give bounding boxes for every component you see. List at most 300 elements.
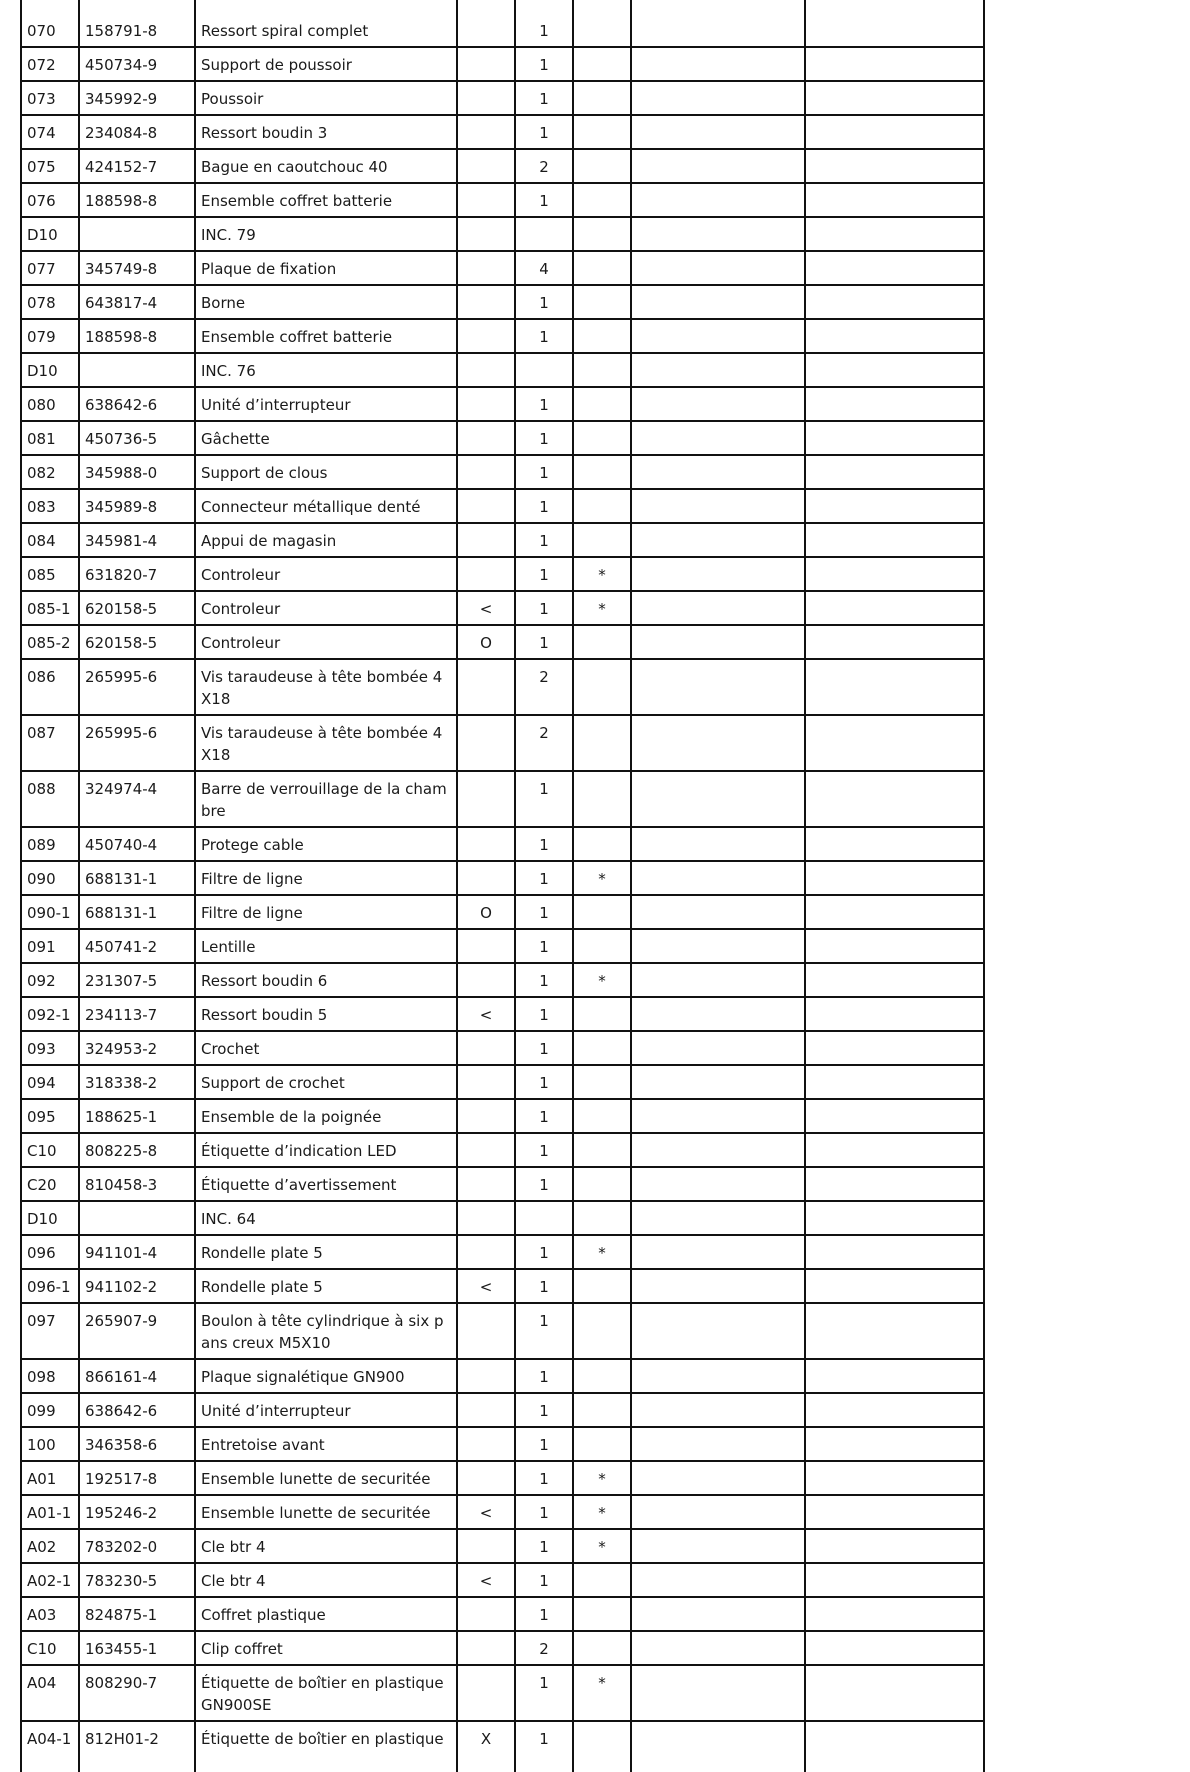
description-cell: Support de clous bbox=[195, 455, 457, 489]
note-cell: * bbox=[573, 557, 631, 591]
marker-cell bbox=[457, 771, 515, 827]
marker-cell bbox=[457, 1427, 515, 1461]
table-row bbox=[21, 353, 984, 387]
note-cell bbox=[573, 421, 631, 455]
part-number-cell: 345988-0 bbox=[79, 455, 195, 489]
note-cell bbox=[573, 523, 631, 557]
marker-cell: O bbox=[457, 895, 515, 929]
description-cell: Cle btr 4 bbox=[195, 1529, 457, 1563]
marker-cell bbox=[457, 47, 515, 81]
quantity-cell: 1 bbox=[515, 1393, 573, 1427]
item-number-cell: A04 bbox=[21, 1665, 79, 1721]
note-cell bbox=[573, 1065, 631, 1099]
description-cell: Étiquette d’avertissement bbox=[195, 1167, 457, 1201]
marker-cell bbox=[457, 1529, 515, 1563]
description-cell: Controleur bbox=[195, 625, 457, 659]
part-number-cell: 234084-8 bbox=[79, 115, 195, 149]
quantity-cell: 1 bbox=[515, 319, 573, 353]
item-number-cell: 070 bbox=[21, 0, 79, 47]
blank-cell bbox=[631, 929, 805, 963]
quantity-cell: 1 bbox=[515, 1495, 573, 1529]
item-number-cell: C10 bbox=[21, 1631, 79, 1665]
item-number-cell: 096-1 bbox=[21, 1269, 79, 1303]
item-number-cell: 098 bbox=[21, 1359, 79, 1393]
blank-cell bbox=[631, 183, 805, 217]
note-cell bbox=[573, 489, 631, 523]
note-cell bbox=[573, 81, 631, 115]
part-number-cell bbox=[79, 353, 195, 387]
blank-cell bbox=[805, 929, 984, 963]
part-number-cell: 163455-1 bbox=[79, 1631, 195, 1665]
table-row bbox=[21, 0, 984, 47]
description-cell: Ressort boudin 3 bbox=[195, 115, 457, 149]
quantity-cell: 1 bbox=[515, 1065, 573, 1099]
table-row bbox=[21, 1529, 984, 1563]
description-cell: Plaque de fixation bbox=[195, 251, 457, 285]
table-row bbox=[21, 1665, 984, 1721]
table-row bbox=[21, 1235, 984, 1269]
blank-cell bbox=[805, 0, 984, 47]
quantity-cell: 1 bbox=[515, 455, 573, 489]
table-row bbox=[21, 523, 984, 557]
quantity-cell: 1 bbox=[515, 929, 573, 963]
marker-cell bbox=[457, 1597, 515, 1631]
marker-cell bbox=[457, 557, 515, 591]
description-cell: Ressort spiral complet bbox=[195, 0, 457, 47]
table-row bbox=[21, 285, 984, 319]
marker-cell bbox=[457, 387, 515, 421]
item-number-cell: 079 bbox=[21, 319, 79, 353]
marker-cell bbox=[457, 1235, 515, 1269]
description-cell: Appui de magasin bbox=[195, 523, 457, 557]
note-cell bbox=[573, 659, 631, 715]
table-row bbox=[21, 1597, 984, 1631]
table-row bbox=[21, 1393, 984, 1427]
description-cell: Ensemble lunette de securitée bbox=[195, 1495, 457, 1529]
item-number-cell: 075 bbox=[21, 149, 79, 183]
part-number-cell: 783230-5 bbox=[79, 1563, 195, 1597]
part-number-cell: 345981-4 bbox=[79, 523, 195, 557]
part-number-cell: 450736-5 bbox=[79, 421, 195, 455]
marker-cell: X bbox=[457, 1721, 515, 1772]
blank-cell bbox=[805, 1563, 984, 1597]
quantity-cell: 1 bbox=[515, 557, 573, 591]
part-number-cell bbox=[79, 1201, 195, 1235]
part-number-cell: 631820-7 bbox=[79, 557, 195, 591]
table-row bbox=[21, 183, 984, 217]
description-cell: Connecteur métallique denté bbox=[195, 489, 457, 523]
blank-cell bbox=[805, 861, 984, 895]
note-cell bbox=[573, 771, 631, 827]
blank-cell bbox=[631, 557, 805, 591]
part-number-cell: 812H01-2 bbox=[79, 1721, 195, 1772]
part-number-cell: 643817-4 bbox=[79, 285, 195, 319]
marker-cell bbox=[457, 1665, 515, 1721]
description-cell: Unité d’interrupteur bbox=[195, 387, 457, 421]
table-row bbox=[21, 1563, 984, 1597]
blank-cell bbox=[631, 1427, 805, 1461]
item-number-cell: 087 bbox=[21, 715, 79, 771]
item-number-cell: 085 bbox=[21, 557, 79, 591]
quantity-cell bbox=[515, 353, 573, 387]
quantity-cell: 1 bbox=[515, 591, 573, 625]
part-number-cell: 345992-9 bbox=[79, 81, 195, 115]
item-number-cell: 088 bbox=[21, 771, 79, 827]
item-number-cell: 091 bbox=[21, 929, 79, 963]
note-cell: * bbox=[573, 1235, 631, 1269]
blank-cell bbox=[805, 771, 984, 827]
part-number-cell: 195246-2 bbox=[79, 1495, 195, 1529]
note-cell bbox=[573, 895, 631, 929]
quantity-cell: 1 bbox=[515, 115, 573, 149]
quantity-cell: 1 bbox=[515, 895, 573, 929]
item-number-cell: D10 bbox=[21, 1201, 79, 1235]
part-number-cell: 345989-8 bbox=[79, 489, 195, 523]
quantity-cell: 1 bbox=[515, 0, 573, 47]
note-cell: * bbox=[573, 1529, 631, 1563]
note-cell bbox=[573, 625, 631, 659]
blank-cell bbox=[805, 1269, 984, 1303]
description-cell: Vis taraudeuse à tête bombée 4X18 bbox=[195, 715, 457, 771]
part-number-cell: 638642-6 bbox=[79, 1393, 195, 1427]
item-number-cell: 074 bbox=[21, 115, 79, 149]
blank-cell bbox=[631, 455, 805, 489]
description-cell: Étiquette de boîtier en plastique bbox=[195, 1721, 457, 1772]
blank-cell bbox=[631, 895, 805, 929]
quantity-cell: 1 bbox=[515, 489, 573, 523]
blank-cell bbox=[631, 285, 805, 319]
marker-cell: < bbox=[457, 1495, 515, 1529]
note-cell bbox=[573, 149, 631, 183]
marker-cell: < bbox=[457, 591, 515, 625]
description-cell: INC. 64 bbox=[195, 1201, 457, 1235]
blank-cell bbox=[631, 1721, 805, 1772]
marker-cell bbox=[457, 217, 515, 251]
item-number-cell: 097 bbox=[21, 1303, 79, 1359]
blank-cell bbox=[805, 1201, 984, 1235]
table-row bbox=[21, 557, 984, 591]
note-cell bbox=[573, 1631, 631, 1665]
table-row bbox=[21, 1303, 984, 1359]
item-number-cell: 094 bbox=[21, 1065, 79, 1099]
marker-cell bbox=[457, 1201, 515, 1235]
quantity-cell: 1 bbox=[515, 625, 573, 659]
description-cell: Ressort boudin 5 bbox=[195, 997, 457, 1031]
marker-cell bbox=[457, 1303, 515, 1359]
table-row bbox=[21, 895, 984, 929]
marker-cell bbox=[457, 1133, 515, 1167]
description-cell: Cle btr 4 bbox=[195, 1563, 457, 1597]
table-row bbox=[21, 1427, 984, 1461]
note-cell bbox=[573, 1133, 631, 1167]
table-row bbox=[21, 591, 984, 625]
description-cell: Support de crochet bbox=[195, 1065, 457, 1099]
part-number-cell: 188625-1 bbox=[79, 1099, 195, 1133]
description-cell: Étiquette d’indication LED bbox=[195, 1133, 457, 1167]
blank-cell bbox=[805, 489, 984, 523]
quantity-cell: 1 bbox=[515, 1269, 573, 1303]
item-number-cell: A02-1 bbox=[21, 1563, 79, 1597]
blank-cell bbox=[805, 285, 984, 319]
note-cell: * bbox=[573, 963, 631, 997]
blank-cell bbox=[805, 183, 984, 217]
item-number-cell: 090 bbox=[21, 861, 79, 895]
part-number-cell: 424152-7 bbox=[79, 149, 195, 183]
blank-cell bbox=[805, 1427, 984, 1461]
item-number-cell: C20 bbox=[21, 1167, 79, 1201]
table-row bbox=[21, 1099, 984, 1133]
description-cell: Barre de verrouillage de la chambre bbox=[195, 771, 457, 827]
blank-cell bbox=[805, 523, 984, 557]
marker-cell bbox=[457, 715, 515, 771]
blank-cell bbox=[631, 1495, 805, 1529]
part-number-cell: 808225-8 bbox=[79, 1133, 195, 1167]
quantity-cell: 1 bbox=[515, 1597, 573, 1631]
note-cell bbox=[573, 319, 631, 353]
marker-cell bbox=[457, 1359, 515, 1393]
item-number-cell: A03 bbox=[21, 1597, 79, 1631]
quantity-cell: 1 bbox=[515, 1167, 573, 1201]
blank-cell bbox=[805, 47, 984, 81]
blank-cell bbox=[631, 1359, 805, 1393]
note-cell bbox=[573, 997, 631, 1031]
table-row bbox=[21, 421, 984, 455]
table-row bbox=[21, 1133, 984, 1167]
blank-cell bbox=[631, 1099, 805, 1133]
blank-cell bbox=[805, 455, 984, 489]
blank-cell bbox=[631, 659, 805, 715]
part-number-cell: 324953-2 bbox=[79, 1031, 195, 1065]
item-number-cell: 092 bbox=[21, 963, 79, 997]
item-number-cell: 096 bbox=[21, 1235, 79, 1269]
blank-cell bbox=[805, 421, 984, 455]
quantity-cell: 1 bbox=[515, 1721, 573, 1772]
note-cell bbox=[573, 47, 631, 81]
description-cell: INC. 79 bbox=[195, 217, 457, 251]
table-row bbox=[21, 47, 984, 81]
blank-cell bbox=[805, 591, 984, 625]
item-number-cell: 082 bbox=[21, 455, 79, 489]
blank-cell bbox=[631, 1303, 805, 1359]
blank-cell bbox=[805, 115, 984, 149]
table-row bbox=[21, 1031, 984, 1065]
blank-cell bbox=[805, 1031, 984, 1065]
table-row bbox=[21, 771, 984, 827]
marker-cell bbox=[457, 353, 515, 387]
marker-cell bbox=[457, 523, 515, 557]
description-cell: Crochet bbox=[195, 1031, 457, 1065]
blank-cell bbox=[805, 1665, 984, 1721]
quantity-cell: 1 bbox=[515, 1359, 573, 1393]
description-cell: Vis taraudeuse à tête bombée 4X18 bbox=[195, 659, 457, 715]
note-cell bbox=[573, 455, 631, 489]
note-cell bbox=[573, 1031, 631, 1065]
item-number-cell: A02 bbox=[21, 1529, 79, 1563]
marker-cell bbox=[457, 285, 515, 319]
part-number-cell: 234113-7 bbox=[79, 997, 195, 1031]
part-number-cell: 941102-2 bbox=[79, 1269, 195, 1303]
item-number-cell: 090-1 bbox=[21, 895, 79, 929]
marker-cell bbox=[457, 1461, 515, 1495]
table-row bbox=[21, 115, 984, 149]
description-cell: Rondelle plate 5 bbox=[195, 1269, 457, 1303]
quantity-cell: 1 bbox=[515, 81, 573, 115]
table-row bbox=[21, 963, 984, 997]
description-cell: Étiquette de boîtier en plastique GN900SE bbox=[195, 1665, 457, 1721]
item-number-cell: 083 bbox=[21, 489, 79, 523]
part-number-cell: 450734-9 bbox=[79, 47, 195, 81]
quantity-cell: 1 bbox=[515, 1563, 573, 1597]
marker-cell bbox=[457, 251, 515, 285]
note-cell bbox=[573, 1393, 631, 1427]
blank-cell bbox=[805, 1303, 984, 1359]
quantity-cell: 1 bbox=[515, 997, 573, 1031]
blank-cell bbox=[631, 1031, 805, 1065]
part-number-cell: 450741-2 bbox=[79, 929, 195, 963]
description-cell: Ensemble coffret batterie bbox=[195, 183, 457, 217]
blank-cell bbox=[805, 1631, 984, 1665]
part-number-cell: 265995-6 bbox=[79, 659, 195, 715]
quantity-cell: 2 bbox=[515, 1631, 573, 1665]
marker-cell bbox=[457, 489, 515, 523]
note-cell: * bbox=[573, 1461, 631, 1495]
blank-cell bbox=[631, 1393, 805, 1427]
description-cell: Support de poussoir bbox=[195, 47, 457, 81]
blank-cell bbox=[805, 895, 984, 929]
table-row bbox=[21, 319, 984, 353]
marker-cell bbox=[457, 1099, 515, 1133]
item-number-cell: 077 bbox=[21, 251, 79, 285]
blank-cell bbox=[805, 217, 984, 251]
blank-cell bbox=[805, 1393, 984, 1427]
blank-cell bbox=[805, 625, 984, 659]
marker-cell bbox=[457, 659, 515, 715]
marker-cell bbox=[457, 183, 515, 217]
blank-cell bbox=[631, 827, 805, 861]
table-row bbox=[21, 1461, 984, 1495]
blank-cell bbox=[805, 557, 984, 591]
description-cell: INC. 76 bbox=[195, 353, 457, 387]
quantity-cell: 1 bbox=[515, 827, 573, 861]
item-number-cell: A04-1 bbox=[21, 1721, 79, 1772]
quantity-cell: 1 bbox=[515, 421, 573, 455]
blank-cell bbox=[805, 1359, 984, 1393]
blank-cell bbox=[631, 1201, 805, 1235]
note-cell bbox=[573, 1303, 631, 1359]
item-number-cell: A01-1 bbox=[21, 1495, 79, 1529]
marker-cell bbox=[457, 115, 515, 149]
table-row bbox=[21, 827, 984, 861]
part-number-cell: 188598-8 bbox=[79, 183, 195, 217]
blank-cell bbox=[631, 217, 805, 251]
item-number-cell: A01 bbox=[21, 1461, 79, 1495]
item-number-cell: 093 bbox=[21, 1031, 79, 1065]
blank-cell bbox=[631, 0, 805, 47]
parts-table-body bbox=[21, 0, 984, 1772]
blank-cell bbox=[631, 1167, 805, 1201]
table-row bbox=[21, 1065, 984, 1099]
item-number-cell: 072 bbox=[21, 47, 79, 81]
blank-cell bbox=[805, 353, 984, 387]
note-cell bbox=[573, 387, 631, 421]
marker-cell bbox=[457, 1631, 515, 1665]
description-cell: Filtre de ligne bbox=[195, 861, 457, 895]
quantity-cell: 1 bbox=[515, 1665, 573, 1721]
item-number-cell: 076 bbox=[21, 183, 79, 217]
marker-cell bbox=[457, 1031, 515, 1065]
blank-cell bbox=[631, 523, 805, 557]
marker-cell bbox=[457, 1167, 515, 1201]
part-number-cell: 265995-6 bbox=[79, 715, 195, 771]
blank-cell bbox=[631, 591, 805, 625]
marker-cell bbox=[457, 149, 515, 183]
part-number-cell: 318338-2 bbox=[79, 1065, 195, 1099]
note-cell bbox=[573, 183, 631, 217]
quantity-cell: 2 bbox=[515, 149, 573, 183]
marker-cell: < bbox=[457, 1269, 515, 1303]
quantity-cell: 1 bbox=[515, 1461, 573, 1495]
description-cell: Entretoise avant bbox=[195, 1427, 457, 1461]
item-number-cell: 100 bbox=[21, 1427, 79, 1461]
item-number-cell: 086 bbox=[21, 659, 79, 715]
blank-cell bbox=[631, 353, 805, 387]
item-number-cell: D10 bbox=[21, 353, 79, 387]
quantity-cell: 2 bbox=[515, 715, 573, 771]
table-row bbox=[21, 715, 984, 771]
quantity-cell: 1 bbox=[515, 183, 573, 217]
description-cell: Filtre de ligne bbox=[195, 895, 457, 929]
blank-cell bbox=[631, 625, 805, 659]
part-number-cell: 941101-4 bbox=[79, 1235, 195, 1269]
note-cell bbox=[573, 1167, 631, 1201]
blank-cell bbox=[805, 997, 984, 1031]
blank-cell bbox=[631, 421, 805, 455]
part-number-cell: 345749-8 bbox=[79, 251, 195, 285]
table-row bbox=[21, 659, 984, 715]
part-number-cell: 346358-6 bbox=[79, 1427, 195, 1461]
item-number-cell: 085-1 bbox=[21, 591, 79, 625]
table-row bbox=[21, 1167, 984, 1201]
description-cell: Bague en caoutchouc 40 bbox=[195, 149, 457, 183]
description-cell: Plaque signalétique GN900 bbox=[195, 1359, 457, 1393]
blank-cell bbox=[631, 1665, 805, 1721]
item-number-cell: 084 bbox=[21, 523, 79, 557]
description-cell: Gâchette bbox=[195, 421, 457, 455]
blank-cell bbox=[805, 1099, 984, 1133]
description-cell: Ensemble de la poignée bbox=[195, 1099, 457, 1133]
blank-cell bbox=[805, 1235, 984, 1269]
note-cell bbox=[573, 1201, 631, 1235]
marker-cell bbox=[457, 0, 515, 47]
part-number-cell: 188598-8 bbox=[79, 319, 195, 353]
marker-cell bbox=[457, 861, 515, 895]
blank-cell bbox=[805, 1529, 984, 1563]
description-cell: Borne bbox=[195, 285, 457, 319]
part-number-cell: 638642-6 bbox=[79, 387, 195, 421]
blank-cell bbox=[631, 715, 805, 771]
part-number-cell: 688131-1 bbox=[79, 861, 195, 895]
part-number-cell: 620158-5 bbox=[79, 591, 195, 625]
blank-cell bbox=[631, 1269, 805, 1303]
description-cell: Ensemble coffret batterie bbox=[195, 319, 457, 353]
quantity-cell: 1 bbox=[515, 1031, 573, 1065]
blank-cell bbox=[805, 1597, 984, 1631]
blank-cell bbox=[805, 251, 984, 285]
blank-cell bbox=[805, 1167, 984, 1201]
marker-cell bbox=[457, 827, 515, 861]
part-number-cell: 688131-1 bbox=[79, 895, 195, 929]
blank-cell bbox=[805, 319, 984, 353]
